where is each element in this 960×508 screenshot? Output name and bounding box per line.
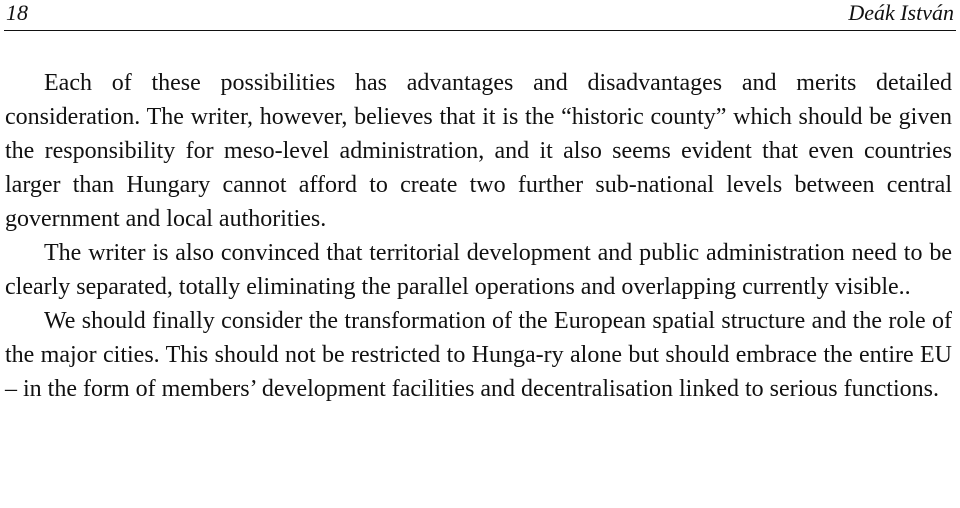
- paragraph-territorial-development: The writer is also convinced that territorial development and public administration need to be clearly separated, totally eliminating the parallel operations and overlapping currently visible..: [5, 240, 952, 300]
- paragraph-european-spatial-structure: We should finally consider the transformation of the European spatial structure and the role of the major cities. This should not be restricted to Hunga-ry alone but should embrace the entire EU – in the form of members’ development facilities and decentralisation linked to serious functions.: [5, 308, 952, 402]
- running-header-author: Deák István: [848, 0, 954, 25]
- paragraph-meso-level: Each of these possibilities has advantages and disadvantages and merits detailed consideration. The writer, however, believes that it is the “historic county” which should be given the responsibility for meso-level administration, and it also seems evident that even countries larger than Hungary cannot afford to create two further sub-national levels between central government and local authorities.: [5, 70, 952, 232]
- page-number: 18: [6, 0, 28, 25]
- running-header: [6, 0, 954, 30]
- header-divider: [4, 30, 956, 31]
- body-text: [5, 66, 952, 406]
